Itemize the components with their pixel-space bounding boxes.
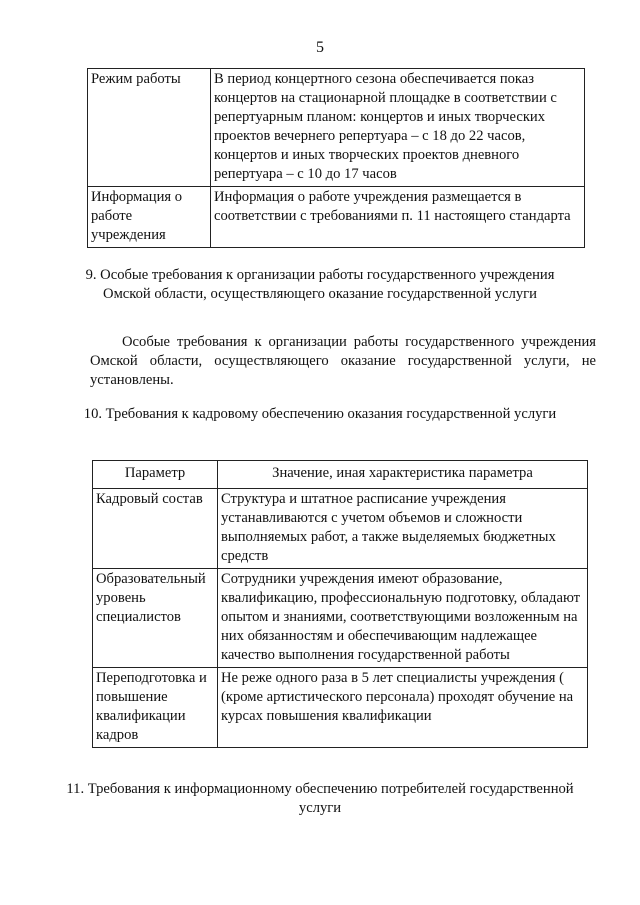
operations-table xyxy=(87,68,585,248)
staffing-table xyxy=(92,460,588,748)
row-value: Структура и штатное расписание учреждения устанавливаются с учетом объемов и сложности выполняемых работ, а также выделяемых бюджетных средств xyxy=(218,489,588,569)
row-label: Образовательный уровень специалистов xyxy=(93,569,218,668)
table-row xyxy=(88,69,585,187)
row-value: Информация о работе учреждения размещается в соответствии с требованиями п. 11 настоящего стандарта xyxy=(211,187,585,248)
column-header-parameter: Параметр xyxy=(93,461,218,489)
column-header-value: Значение, иная характеристика параметра xyxy=(218,461,588,489)
table-header-row xyxy=(93,461,588,489)
table-row xyxy=(93,569,588,668)
section-10-heading: 10. Требования к кадровому обеспечению оказания государственной услуги xyxy=(83,406,557,422)
row-value: В период концертного сезона обеспечивается показ концертов на стационарной площадке в соответствии с репертуарным планом: концертов и иных творческих проектов вечернего репертуара – с 18 до 22 часов, концертов и иных творческих проектов дневного репертуара – с 10 до 17 часов xyxy=(211,69,585,187)
table-row xyxy=(88,187,585,248)
row-label: Информация о работе учреждения xyxy=(88,187,211,248)
row-label: Переподготовка и повышение квалификации кадров xyxy=(93,668,218,748)
section-11-heading: 11. Требования к информационному обеспечению потребителей государственной услуги xyxy=(66,781,574,816)
table-row xyxy=(93,489,588,569)
table-row xyxy=(93,668,588,748)
page-number: 5 xyxy=(316,39,324,56)
row-label: Кадровый состав xyxy=(93,489,218,569)
row-label: Режим работы xyxy=(88,69,211,187)
section-9-heading: 9. Особые требования к организации работы государственного учреждения Омской области, осуществляющего оказание государственной услуги xyxy=(85,267,555,302)
row-value: Сотрудники учреждения имеют образование, квалификацию, профессиональную подготовку, обладают опытом и знаниями, соответствующими возложенным на них обязанностям и обеспечивающим надлежащее качество выполнения государственной работы xyxy=(218,569,588,668)
section-9-paragraph: Особые требования к организации работы государственного учреждения Омской области, осуществляющего оказание государственной услуги, не установлены. xyxy=(90,334,596,388)
row-value: Не реже одного раза в 5 лет специалисты учреждения ( (кроме артистического персонала) проходят обучение на курсах повышения квалификации xyxy=(218,668,588,748)
